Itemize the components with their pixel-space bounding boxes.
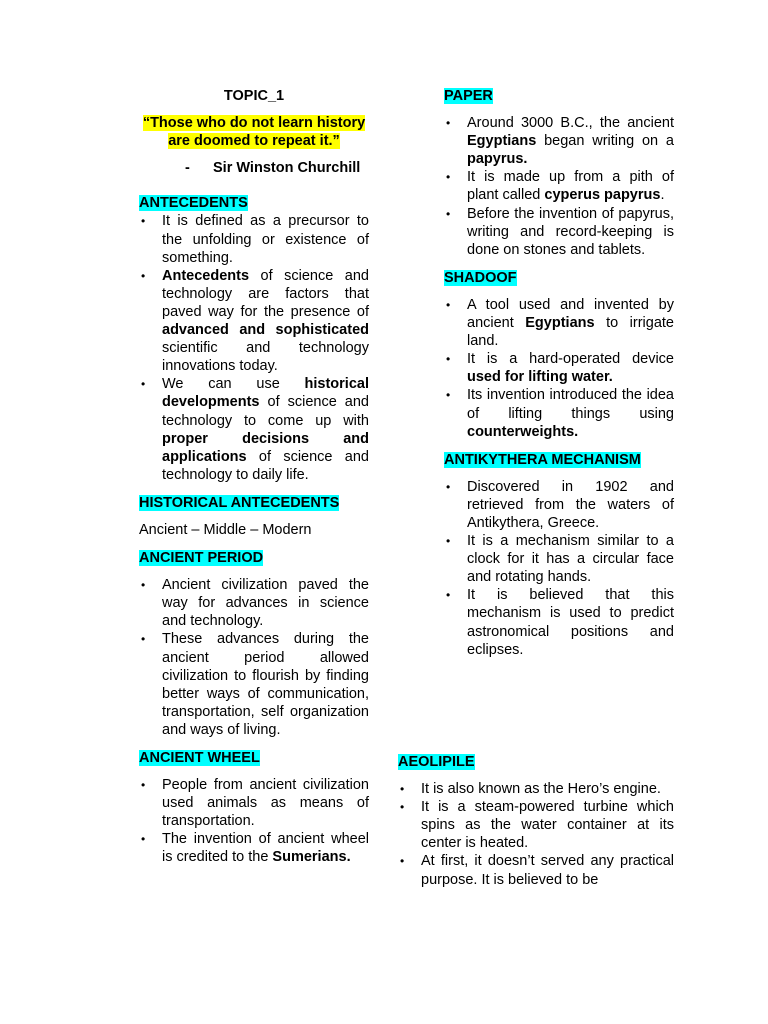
- list-item: [139, 267, 369, 376]
- bullet-icon: •: [141, 214, 146, 229]
- bold-text: proper decisions and applications: [162, 430, 369, 465]
- quote-text: “Those who do not learn history are doomed to repeat it.”: [142, 115, 366, 150]
- list-item: [444, 532, 674, 586]
- list-item-text: We can use: [162, 376, 305, 393]
- list-item-text: Ancient civilization paved the way for advances in science and technology.: [162, 577, 369, 630]
- list-item: [139, 375, 369, 484]
- list-item-text: It is believed that this mechanism is used to predict astronomical positions and eclipses.: [467, 587, 674, 658]
- bullet-icon: •: [446, 206, 451, 221]
- heading-antecedents-text: ANTECEDENTS: [139, 195, 248, 212]
- bullet-icon: •: [141, 377, 146, 392]
- list-item: [444, 386, 674, 440]
- list-item: [444, 350, 674, 386]
- list-item-text: Before the invention of papyrus, writing and record-keeping is done on stones and tablets.: [467, 205, 674, 258]
- list-item-text: Around 3000 B.C., the ancient: [467, 115, 674, 132]
- bold-text: papyrus.: [467, 151, 528, 168]
- bold-text: counterweights.: [467, 423, 579, 440]
- heading-antikythera: [444, 451, 674, 469]
- ancient-period-list: [139, 576, 369, 739]
- bullet-icon: •: [446, 588, 451, 603]
- heading-ancient-wheel-text: ANCIENT WHEEL: [139, 750, 260, 766]
- bullet-icon: •: [141, 832, 146, 847]
- quote-author: [139, 159, 369, 177]
- list-item: [444, 586, 674, 658]
- bold-text: advanced and sophisticated: [162, 322, 369, 339]
- list-item: [139, 830, 369, 866]
- heading-antecedents: [139, 194, 369, 212]
- bullet-icon: •: [400, 800, 405, 815]
- list-item-text: of science and technology to come up with: [162, 394, 369, 429]
- bullet-icon: •: [446, 116, 451, 131]
- heading-ancient-period: [139, 549, 369, 567]
- heading-historical-text: HISTORICAL ANTECEDENTS: [139, 494, 340, 511]
- list-item: [398, 852, 674, 888]
- heading-aeolipile-text: AEOLIPILE: [398, 754, 475, 770]
- list-item-text: of science and technology to daily life.: [162, 448, 369, 483]
- bullet-icon: •: [446, 388, 451, 403]
- list-item-text: .: [660, 187, 665, 204]
- bullet-icon: •: [446, 297, 451, 312]
- list-item-text: A tool used and invented by ancient: [467, 296, 674, 332]
- bold-text: used for lifting water.: [467, 369, 613, 386]
- right-column: [444, 87, 674, 669]
- list-item: [139, 576, 369, 630]
- bold-text: historical developments: [162, 376, 369, 411]
- list-item: [444, 296, 674, 350]
- left-column: [139, 87, 369, 877]
- antikythera-list: [444, 478, 674, 659]
- list-item-text: Its invention introduced the idea of lifting things using: [467, 387, 674, 422]
- author-dash: -: [185, 160, 190, 177]
- list-item: [139, 776, 369, 830]
- list-item-text: At first, it doesn’t served any practical purpose. It is believed to be: [421, 853, 674, 888]
- list-item-text: The invention of ancient wheel is credited to the: [162, 831, 369, 866]
- ancient-wheel-list: [139, 776, 369, 866]
- list-item-text: It is a hard-operated device: [467, 351, 674, 368]
- heading-historical-antecedents: [139, 494, 369, 512]
- heading-paper: [444, 87, 674, 105]
- bold-text: Egyptians: [467, 133, 537, 150]
- bullet-icon: •: [141, 632, 146, 647]
- shadoof-list: [444, 296, 674, 441]
- list-item-text: to irrigate land.: [467, 315, 674, 350]
- heading-antikythera-text: ANTIKYTHERA MECHANISM: [444, 451, 641, 468]
- list-item-text: of science and technology are factors that paved way for the presence of: [162, 267, 369, 320]
- bullet-icon: •: [400, 782, 405, 797]
- list-item-text: It is a mechanism similar to a clock for it has a circular face and rotating hands.: [467, 533, 674, 586]
- list-item-text: It is made up from a pith of plant called: [467, 169, 674, 204]
- bullet-icon: •: [446, 534, 451, 549]
- list-item: [398, 780, 674, 798]
- list-item-text: It is a steam-powered turbine which spins as the water container at its center is heated.: [421, 799, 674, 852]
- right-column-lower: [398, 753, 674, 899]
- heading-aeolipile: [398, 753, 674, 771]
- list-item: [444, 114, 674, 168]
- bullet-icon: •: [141, 268, 146, 283]
- bold-text: Antecedents: [162, 267, 250, 284]
- bold-text: cyperus papyrus: [544, 187, 661, 204]
- bullet-icon: •: [446, 352, 451, 367]
- bullet-icon: •: [446, 170, 451, 185]
- bold-text: Sumerians.: [272, 849, 351, 866]
- bullet-icon: •: [141, 778, 146, 793]
- topic-title: TOPIC_1: [223, 88, 285, 104]
- antecedents-list: [139, 212, 369, 483]
- list-item-text: began writing on a: [536, 133, 674, 150]
- list-item-text: It is also known as the Hero’s engine.: [421, 781, 661, 798]
- bullet-icon: •: [400, 854, 405, 869]
- list-item: [139, 212, 369, 266]
- list-item-text: Discovered in 1902 and retrieved from the waters of Antikythera, Greece.: [467, 478, 674, 531]
- historical-periods-text: Ancient – Middle – Modern: [139, 521, 312, 538]
- list-item-text: These advances during the ancient period allowed civilization to flourish by finding better ways of communication, transportation, self organization and ways of living.: [162, 631, 369, 738]
- list-item: [398, 798, 674, 852]
- author-name: Sir Winston Churchill: [213, 160, 361, 177]
- list-item: [444, 168, 674, 204]
- heading-ancient-wheel: [139, 749, 369, 767]
- list-item-text: It is defined as a precursor to the unfolding or existence of something.: [162, 213, 369, 266]
- list-item: [139, 630, 369, 739]
- heading-ancient-period-text: ANCIENT PERIOD: [139, 550, 264, 567]
- list-item: [444, 205, 674, 259]
- list-item: [444, 478, 674, 532]
- list-item-text: People from ancient civilization used animals as means of transportation.: [162, 777, 369, 830]
- heading-shadoof-text: SHADOOF: [444, 269, 517, 286]
- heading-shadoof: [444, 269, 674, 287]
- bold-text: Egyptians: [525, 315, 595, 332]
- aeolipile-list: [398, 780, 674, 889]
- bullet-icon: •: [141, 578, 146, 593]
- churchill-quote: [139, 114, 369, 150]
- list-item-text: scientific and technology innovations today.: [162, 340, 369, 375]
- heading-paper-text: PAPER: [444, 88, 493, 104]
- bullet-icon: •: [446, 479, 451, 494]
- paper-list: [444, 114, 674, 259]
